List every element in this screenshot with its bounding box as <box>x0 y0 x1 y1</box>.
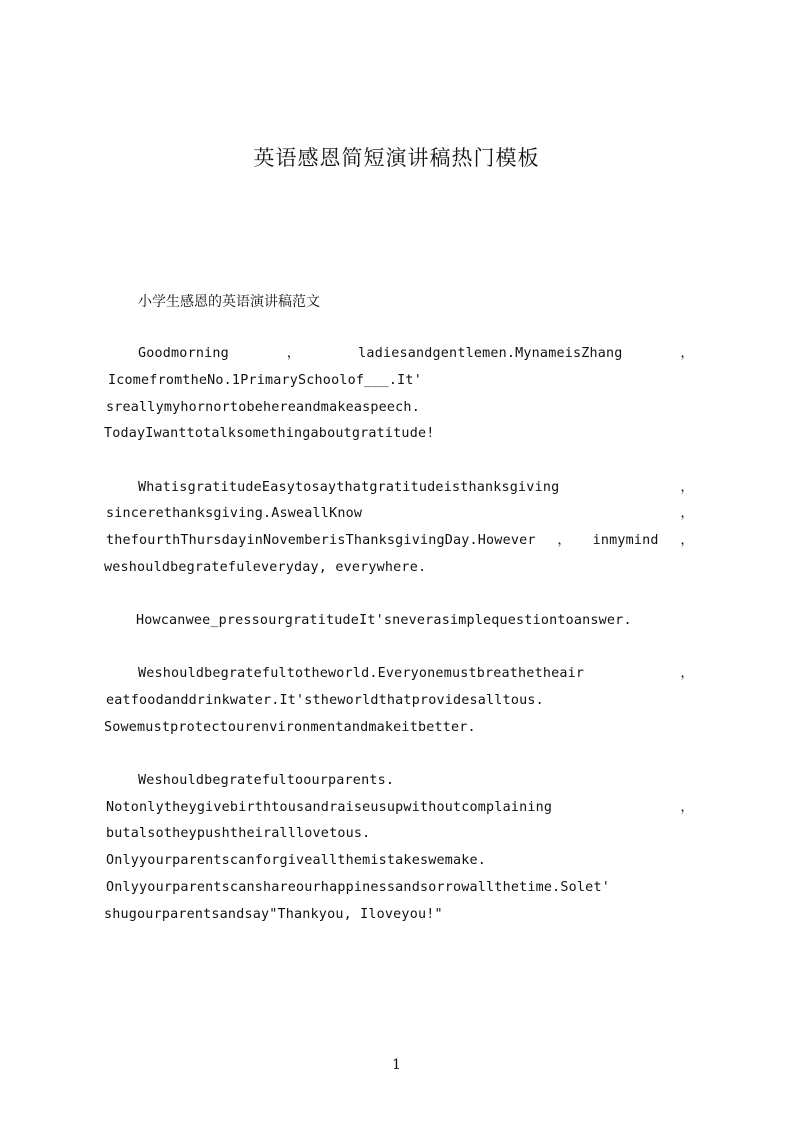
text-segment: Weshouldbegratefultotheworld.Everyonemustbreathetheair <box>138 666 585 681</box>
text-segment: thefourthThursdayinNovemberisThanksgivingDay.However <box>106 533 536 548</box>
text-segment: ， <box>557 533 571 548</box>
document-title: 英语感恩简短演讲稿热门模板 <box>253 146 540 170</box>
p4-line-3: Sowemustprotectourenvironmentandmakeitbetter. <box>104 720 476 735</box>
p1-line-1 <box>138 345 694 363</box>
p5-line-1: Weshouldbegratefultoourparents. <box>138 773 395 788</box>
page-number: 1 <box>392 1057 401 1073</box>
text-segment: ， <box>680 533 694 548</box>
text-segment: inmymind <box>592 533 659 548</box>
p2-line-4: weshouldbegratefuleveryday, everywhere. <box>104 560 427 575</box>
p2-line-2 <box>106 505 694 523</box>
p5-line-6: shugourparentsandsay"Thankyou, Iloveyou!" <box>104 907 443 922</box>
p4-line-1 <box>138 665 694 683</box>
p2-line-1 <box>138 479 694 497</box>
p5-line-4: Onlyyourparentscanforgiveallthemistakeswemake. <box>106 853 487 868</box>
text-segment: ， <box>680 506 694 521</box>
text-segment: ， <box>680 800 694 815</box>
p2-line-3 <box>106 532 694 550</box>
p5-line-5: Onlyyourparentscanshareourhappinessandsorrowallthetime.Solet' <box>106 880 610 895</box>
p1-line-4: TodayIwanttotalksomethingaboutgratitude! <box>104 426 435 441</box>
document-subtitle: 小学生感恩的英语演讲稿范文 <box>138 294 320 310</box>
text-segment: ladiesandgentlemen.MynameisZhang <box>358 346 623 361</box>
p5-line-2 <box>106 799 694 817</box>
p3-line-1: Howcanwee_pressourgratitudeIt'sneverasimplequestiontoanswer. <box>136 613 632 628</box>
p5-line-3: butalsotheypushtheiralllovetous. <box>106 826 371 841</box>
text-segment: ， <box>286 346 301 361</box>
text-segment: Goodmorning <box>138 346 229 361</box>
text-segment: WhatisgratitudeEasytosaythatgratitudeisthanksgiving <box>138 480 560 495</box>
p4-line-2: eatfoodanddrinkwater.It'stheworldthatprovidesalltous. <box>106 693 544 708</box>
text-segment: ， <box>680 346 694 361</box>
text-segment: ， <box>680 666 694 681</box>
text-segment: Notonlytheygivebirthtousandraiseusupwithoutcomplaining <box>106 800 553 815</box>
text-segment: sincerethanksgiving.AsweallKnow <box>106 506 363 521</box>
text-segment: ， <box>680 480 694 495</box>
p1-line-2: IcomefromtheNo.1PrimarySchoolof___.It' <box>108 373 422 388</box>
p1-line-3: sreallymyhornortobehereandmakeaspeech. <box>106 400 420 415</box>
